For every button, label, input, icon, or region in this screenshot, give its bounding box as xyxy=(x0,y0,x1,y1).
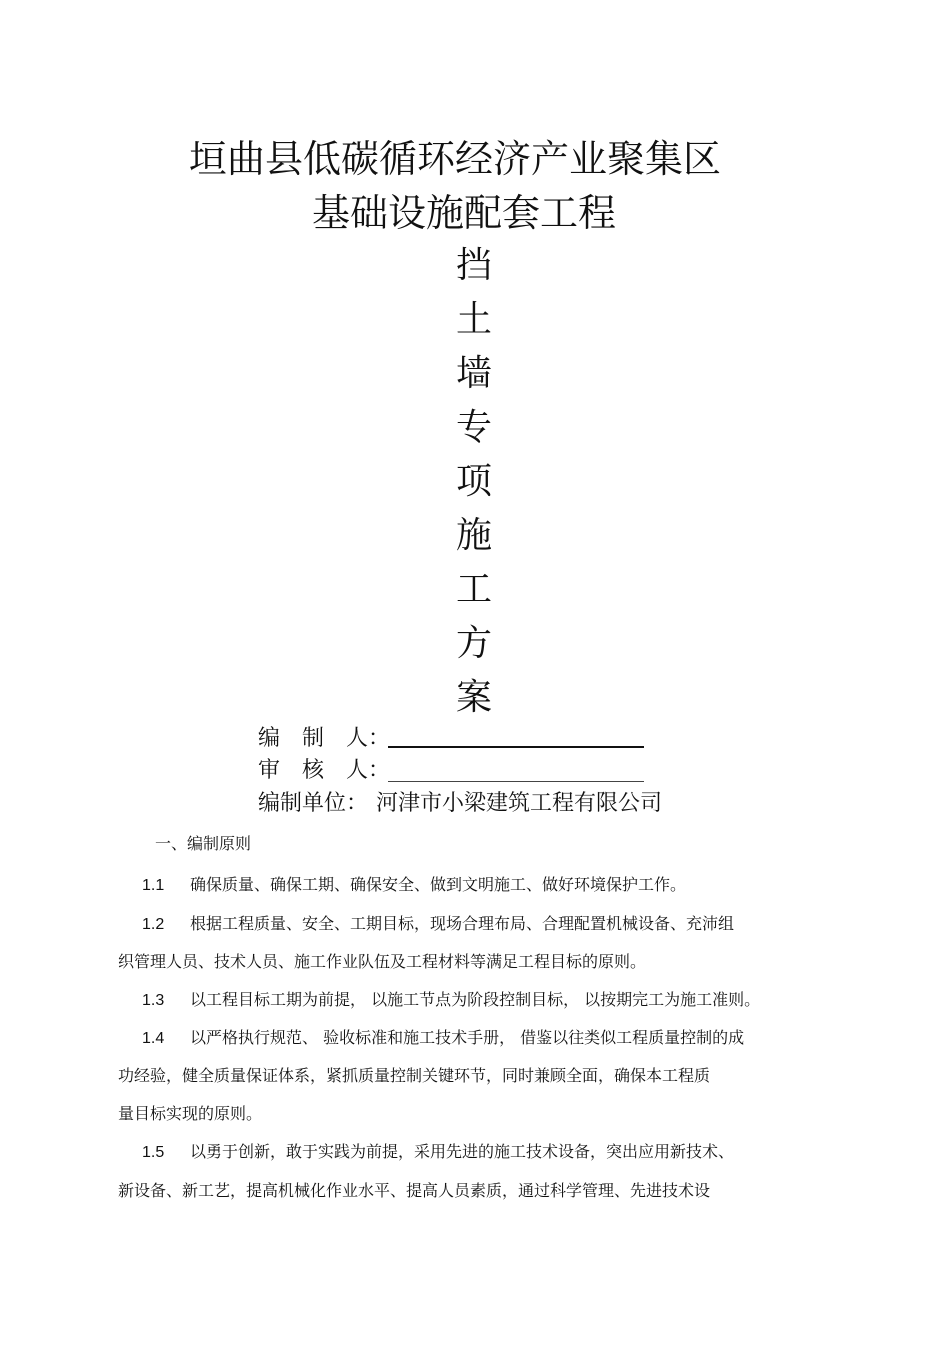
vertical-title-char: 方 xyxy=(455,623,492,664)
vertical-title-char: 土 xyxy=(455,299,492,340)
item-1-5-line-2: 新设备、新工艺，提高机械化作业水平、提高人员素质，通过科学管理、先进技术设 xyxy=(118,1181,711,1200)
item-1-4-line-2: 功经验，健全质量保证体系，紧抓质量控制关键环节，同时兼顾全面，确保本工程质 xyxy=(118,1066,711,1085)
vertical-title-char: 案 xyxy=(455,677,492,718)
unit-row xyxy=(258,789,662,819)
item-1-5-line-1 xyxy=(142,1140,734,1165)
item-number: 1.3 xyxy=(142,992,165,1009)
vertical-title-char: 墙 xyxy=(455,353,492,394)
item-text: 以工程目标工期为前提， 以施工节点为阶段控制目标， 以按期完工为施工准则。 xyxy=(190,990,761,1009)
item-text: 根据工程质量、安全、工期目标，现场合理布局、合理配置机械设备、充沛组 xyxy=(190,914,735,933)
vertical-title-char: 工 xyxy=(455,569,492,610)
item-1-2-line-1 xyxy=(142,912,734,937)
section-heading: 一、编制原则 xyxy=(155,834,252,853)
reviewer-label: 审 核 人： xyxy=(258,758,391,783)
item-number: 1.4 xyxy=(142,1030,165,1047)
reviewer-row xyxy=(258,756,390,786)
compiler-row xyxy=(258,724,390,754)
item-1-3-line-1 xyxy=(142,988,760,1013)
vertical-title-char: 专 xyxy=(455,407,492,448)
compiler-signature-line xyxy=(388,746,644,748)
item-text: 确保质量、确保工期、确保安全、做到文明施工、做好环境保护工作。 xyxy=(190,875,687,894)
unit-value: 河津市小梁建筑工程有限公司 xyxy=(376,791,663,816)
item-1-4-line-3: 量目标实现的原则。 xyxy=(118,1104,263,1123)
item-text: 以勇于创新，敢于实践为前提，采用先进的施工技术设备，突出应用新技术、 xyxy=(190,1142,735,1161)
document-title-line-1: 垣曲县低碳循环经济产业聚集区 xyxy=(188,137,721,181)
item-1-2-line-2: 织管理人员、技术人员、施工作业队伍及工程材料等满足工程目标的原则。 xyxy=(118,952,647,971)
compiler-label: 编 制 人： xyxy=(258,726,391,751)
vertical-title-char: 挡 xyxy=(455,245,492,286)
reviewer-signature-line xyxy=(388,781,644,782)
item-text: 以严格执行规范、 验收标准和施工技术手册， 借鉴以往类似工程质量控制的成 xyxy=(190,1028,745,1047)
item-number: 1.1 xyxy=(142,877,165,894)
item-1-4-line-1 xyxy=(142,1026,744,1051)
item-number: 1.2 xyxy=(142,916,165,933)
item-1-1-line-1 xyxy=(142,873,686,898)
vertical-title-char: 施 xyxy=(455,515,492,556)
vertical-title-char: 项 xyxy=(455,461,492,502)
unit-label: 编制单位： xyxy=(258,791,369,816)
document-title-line-2: 基础设施配套工程 xyxy=(311,191,616,235)
item-number: 1.5 xyxy=(142,1144,165,1161)
